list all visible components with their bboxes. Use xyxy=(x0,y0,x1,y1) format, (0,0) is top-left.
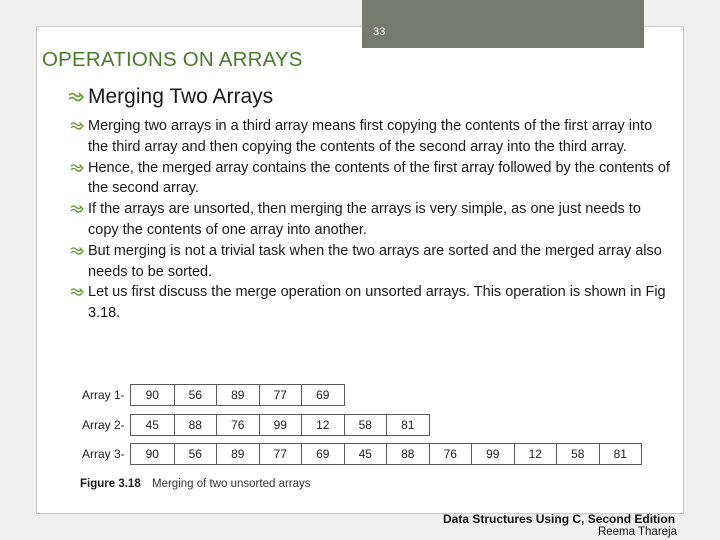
page-number-box xyxy=(362,0,644,48)
wavy-arrow-bullet-icon xyxy=(70,286,84,300)
array-3-row xyxy=(82,443,642,465)
array-cell: 45 xyxy=(145,418,159,432)
slide-subtitle: Merging Two Arrays xyxy=(88,85,274,108)
wavy-arrow-bullet-icon xyxy=(70,162,84,176)
bullet-item xyxy=(70,282,670,324)
array-cell: 69 xyxy=(301,444,344,464)
array-cells xyxy=(130,384,345,406)
wavy-arrow-bullet-icon xyxy=(70,203,84,217)
array-cell: 89 xyxy=(216,444,259,464)
array-2-row xyxy=(82,414,430,436)
array-cell: 81 xyxy=(599,444,642,464)
slide-title: OPERATIONS ON ARRAYS xyxy=(42,48,303,71)
array-cell: 58 xyxy=(344,415,387,435)
array-cell: 76 xyxy=(429,444,472,464)
bullet-text: If the arrays are unsorted, then merging the arrays is very simple, as one just needs to copy the contents of one array into another. xyxy=(88,201,641,238)
bullet-item xyxy=(70,241,670,283)
array-cells xyxy=(130,414,430,436)
array-cell: 56 xyxy=(174,385,217,405)
array-cell: 88 xyxy=(386,444,429,464)
array-cell: 77 xyxy=(259,444,302,464)
bullet-text: Hence, the merged array contains the contents of the first array followed by the contents of the second array. xyxy=(88,159,670,197)
array-cell: 90 xyxy=(145,447,159,461)
array-cell: 77 xyxy=(259,385,302,405)
footer-book-title: Data Structures Using C, Second Edition xyxy=(443,512,676,526)
array-cell: 88 xyxy=(174,415,217,435)
array-cells xyxy=(130,443,642,465)
array-cell: 56 xyxy=(174,444,217,464)
page-number: 33 xyxy=(373,26,386,38)
footer-author: Reema Thareja xyxy=(597,526,677,538)
array-cell: 81 xyxy=(386,415,429,435)
figure-caption-number: Figure 3.18 xyxy=(80,478,141,490)
array-cell: 58 xyxy=(556,444,599,464)
bullet-item xyxy=(70,116,670,158)
array-cell: 99 xyxy=(259,415,302,435)
array-label: Array 1- xyxy=(82,388,125,402)
array-label: Array 3- xyxy=(82,447,125,461)
array-cell: 89 xyxy=(216,385,259,405)
array-cell: 69 xyxy=(301,385,344,405)
array-label: Array 2- xyxy=(82,418,125,432)
array-cell: 12 xyxy=(514,444,557,464)
wavy-arrow-bullet-icon xyxy=(68,90,84,104)
bullet-item xyxy=(70,158,670,200)
bullet-text: Let us first discuss the merge operation on unsorted arrays. This operation is shown in Fig 3.18. xyxy=(88,284,666,322)
subtitle-row xyxy=(68,85,273,109)
array-cell: 90 xyxy=(145,388,159,402)
array-cell: 99 xyxy=(471,444,514,464)
figure-caption-text: Merging of two unsorted arrays xyxy=(152,478,311,490)
array-cell: 76 xyxy=(216,415,259,435)
array-cell: 12 xyxy=(301,415,344,435)
wavy-arrow-bullet-icon xyxy=(70,120,84,134)
bullet-item xyxy=(70,199,670,241)
array-cell: 45 xyxy=(344,444,387,464)
wavy-arrow-bullet-icon xyxy=(70,245,84,259)
array-1-row xyxy=(82,384,345,406)
bullet-list xyxy=(70,116,670,324)
bullet-text: But merging is not a trivial task when the two arrays are sorted and the merged array also needs to be sorted. xyxy=(88,242,662,280)
bullet-text: Merging two arrays in a third array means first copying the contents of the first array into the third array and then copying the contents of the second array into the third array. xyxy=(88,118,653,155)
